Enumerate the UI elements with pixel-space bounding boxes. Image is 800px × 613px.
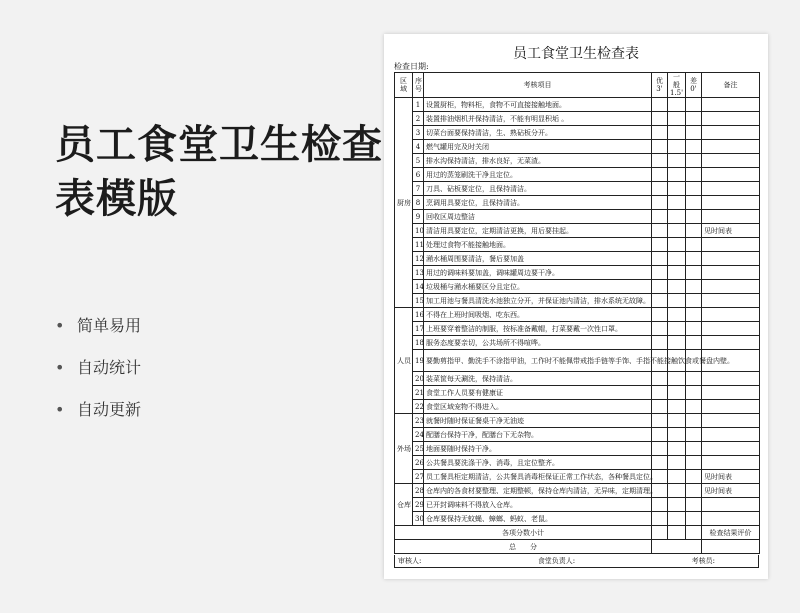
- score-cell[interactable]: [652, 336, 668, 350]
- remark-cell[interactable]: [702, 126, 760, 140]
- seq-cell: 30: [413, 512, 424, 526]
- score-cell[interactable]: [652, 280, 668, 294]
- table-row: [395, 498, 760, 512]
- table-row: [395, 126, 760, 140]
- table-row: [395, 98, 760, 112]
- total-score-cell[interactable]: [652, 540, 702, 554]
- item-cell: 食堂工作人员要有健康证: [424, 386, 652, 400]
- item-cell: 员工餐具柜定期清洁，公共餐具消毒柜保证正常工作状态，各种餐具定位。: [424, 470, 652, 484]
- item-cell: 垃圾桶与潲水桶要区分且定位。: [424, 280, 652, 294]
- remark-cell[interactable]: [702, 196, 760, 210]
- seq-cell: 24: [413, 428, 424, 442]
- remark-cell[interactable]: [702, 336, 760, 350]
- item-cell: 用过的调味料要加盖，调味罐周边要干净。: [424, 266, 652, 280]
- score-cell[interactable]: [686, 372, 702, 386]
- seq-cell: 15: [413, 294, 424, 308]
- score-cell[interactable]: [652, 512, 668, 526]
- score-cell[interactable]: [668, 442, 686, 456]
- item-cell: 排水沟保持清洁，排水良好，无菜渣。: [424, 154, 652, 168]
- table-row: [395, 386, 760, 400]
- score-cell[interactable]: [652, 526, 668, 540]
- header-area: 区域: [395, 73, 413, 98]
- score-cell[interactable]: [652, 154, 668, 168]
- table-row: [395, 428, 760, 442]
- remark-cell[interactable]: [702, 372, 760, 386]
- remark-cell[interactable]: 见时间表: [702, 484, 760, 498]
- score-cell[interactable]: [668, 168, 686, 182]
- table-row: [395, 168, 760, 182]
- remark-cell[interactable]: [702, 154, 760, 168]
- seq-cell: 16: [413, 308, 424, 322]
- score-cell[interactable]: [686, 322, 702, 336]
- remark-cell[interactable]: [702, 456, 760, 470]
- score-cell[interactable]: [668, 512, 686, 526]
- seq-cell: 26: [413, 456, 424, 470]
- score-cell[interactable]: [686, 266, 702, 280]
- item-cell: 烹调用具要定位，且保持清洁。: [424, 196, 652, 210]
- score-cell[interactable]: [668, 308, 686, 322]
- item-cell: 就餐时随时保证餐桌干净无油迹: [424, 414, 652, 428]
- item-cell: 燃气罐用完及时关闭: [424, 140, 652, 154]
- score-cell[interactable]: [686, 252, 702, 266]
- table-row: [395, 224, 760, 238]
- remark-cell[interactable]: [702, 252, 760, 266]
- reviewer-label: 审核人:: [398, 557, 422, 565]
- score-cell[interactable]: [652, 266, 668, 280]
- result-cell[interactable]: [702, 540, 760, 554]
- score-cell[interactable]: [668, 336, 686, 350]
- item-cell: 回收区周边整洁: [424, 210, 652, 224]
- remark-cell[interactable]: [702, 386, 760, 400]
- promo-title: 员工食堂卫生检查表模版: [55, 122, 383, 222]
- score-cell[interactable]: [668, 112, 686, 126]
- score-cell[interactable]: [652, 112, 668, 126]
- feature-item: • 自动更新: [55, 396, 141, 438]
- item-cell: 地面要随时保持干净。: [424, 442, 652, 456]
- score-cell[interactable]: [686, 182, 702, 196]
- remark-cell[interactable]: [702, 414, 760, 428]
- score-cell[interactable]: [668, 470, 686, 484]
- feature-item: • 自动统计: [55, 354, 141, 396]
- seq-cell: 11: [413, 238, 424, 252]
- remark-cell[interactable]: [702, 512, 760, 526]
- score-cell[interactable]: [652, 210, 668, 224]
- score-cell[interactable]: [652, 98, 668, 112]
- seq-cell: 12: [413, 252, 424, 266]
- score-cell[interactable]: [668, 414, 686, 428]
- score-cell[interactable]: [686, 210, 702, 224]
- seq-cell: 27: [413, 470, 424, 484]
- score-cell[interactable]: [668, 498, 686, 512]
- score-cell[interactable]: [652, 182, 668, 196]
- item-cell: 加工用池与餐具清洗水池独立分开，并保证池内清洁，排水系统无故障。: [424, 294, 652, 308]
- table-row: [395, 400, 760, 414]
- score-cell[interactable]: [686, 512, 702, 526]
- seq-cell: 4: [413, 140, 424, 154]
- score-cell[interactable]: [686, 428, 702, 442]
- remark-cell[interactable]: [702, 182, 760, 196]
- score-cell[interactable]: [686, 168, 702, 182]
- score-cell[interactable]: [652, 386, 668, 400]
- score-cell[interactable]: [686, 414, 702, 428]
- item-cell: 处理过食物不能接触地面。: [424, 238, 652, 252]
- score-cell[interactable]: [686, 484, 702, 498]
- seq-cell: 13: [413, 266, 424, 280]
- score-cell[interactable]: [686, 140, 702, 154]
- score-cell[interactable]: [652, 126, 668, 140]
- score-cell[interactable]: [652, 400, 668, 414]
- item-cell: 仓库要保持无蚊蝇、蟑螂、蚂蚁、老鼠。: [424, 512, 652, 526]
- inspection-table: [394, 72, 760, 554]
- item-cell: 食堂区域宠物不得进入。: [424, 400, 652, 414]
- seq-cell: 5: [413, 154, 424, 168]
- score-cell[interactable]: [652, 168, 668, 182]
- score-cell[interactable]: [686, 526, 702, 540]
- score-cell[interactable]: [686, 470, 702, 484]
- score-cell[interactable]: [668, 294, 686, 308]
- total-label: 总 分: [395, 540, 652, 554]
- header-item: 考核项目: [424, 73, 652, 98]
- table-row: [395, 308, 760, 322]
- seq-cell: 2: [413, 112, 424, 126]
- score-cell[interactable]: [652, 372, 668, 386]
- score-cell[interactable]: [668, 154, 686, 168]
- score-cell[interactable]: [652, 414, 668, 428]
- item-cell: 装置排油烟机并保持清洁，不能有明显积垢 。: [424, 112, 652, 126]
- remark-cell[interactable]: [702, 442, 760, 456]
- table-row: [395, 512, 760, 526]
- remark-cell[interactable]: [702, 140, 760, 154]
- score-cell[interactable]: [686, 238, 702, 252]
- item-cell: 切菜台面要保持清洁，生、熟砧板分开。: [424, 126, 652, 140]
- score-cell[interactable]: [652, 238, 668, 252]
- seq-cell: 19: [413, 350, 424, 372]
- seq-cell: 20: [413, 372, 424, 386]
- table-row: [395, 266, 760, 280]
- item-cell: 设置厨柜，物料柜，食物不可直接接触地面。: [424, 98, 652, 112]
- score-cell[interactable]: [652, 322, 668, 336]
- document-sheet: [384, 34, 768, 579]
- score-cell[interactable]: [668, 484, 686, 498]
- score-cell[interactable]: [668, 372, 686, 386]
- item-cell: 已开封调味料不得放入仓库。: [424, 498, 652, 512]
- seq-cell: 17: [413, 322, 424, 336]
- result-label: 检查结果评价: [702, 526, 760, 540]
- area-cell: 外场: [395, 414, 413, 484]
- score-cell[interactable]: [668, 322, 686, 336]
- table-row: [395, 470, 760, 484]
- score-cell[interactable]: [652, 442, 668, 456]
- item-cell: 刀具、砧板要定位，且保持清洁。: [424, 182, 652, 196]
- score-cell[interactable]: [668, 196, 686, 210]
- area-cell: 仓库: [395, 484, 413, 526]
- feature-list: [55, 312, 141, 438]
- item-cell: 用过的蒸笼刷洗干净且定位。: [424, 168, 652, 182]
- remark-cell[interactable]: [702, 498, 760, 512]
- score-cell[interactable]: [652, 498, 668, 512]
- header-good: 一般1.5': [668, 73, 686, 98]
- subtotal-label: 各项分数小计: [395, 526, 652, 540]
- score-cell[interactable]: [652, 224, 668, 238]
- score-cell[interactable]: [668, 266, 686, 280]
- seq-cell: 7: [413, 182, 424, 196]
- table-row: [395, 442, 760, 456]
- header-poor: 差0': [686, 73, 702, 98]
- score-cell[interactable]: [686, 196, 702, 210]
- score-cell[interactable]: [668, 456, 686, 470]
- remark-cell[interactable]: 见时间表: [702, 470, 760, 484]
- table-row: [395, 322, 760, 336]
- score-cell[interactable]: [686, 294, 702, 308]
- score-cell[interactable]: [668, 210, 686, 224]
- score-cell[interactable]: [686, 308, 702, 322]
- score-cell[interactable]: [652, 428, 668, 442]
- item-cell: 仓库内的各食材要整理、定期整顿，保持仓库内清洁，无异味，定期清理。: [424, 484, 652, 498]
- table-row: [395, 252, 760, 266]
- remark-cell[interactable]: [702, 308, 760, 322]
- remark-cell[interactable]: [702, 294, 760, 308]
- table-row: [395, 280, 760, 294]
- table-row: [395, 140, 760, 154]
- header-seq: 序号: [413, 73, 424, 98]
- seq-cell: 21: [413, 386, 424, 400]
- table-row: [395, 456, 760, 470]
- feature-item: • 简单易用: [55, 312, 141, 354]
- score-cell[interactable]: [686, 154, 702, 168]
- table-row: [395, 414, 760, 428]
- score-cell[interactable]: [652, 140, 668, 154]
- score-cell[interactable]: [668, 126, 686, 140]
- score-cell[interactable]: [668, 238, 686, 252]
- item-cell: 潲水桶周围要清洁，餐后要加盖: [424, 252, 652, 266]
- table-row: [395, 196, 760, 210]
- remark-cell[interactable]: 见时间表: [702, 224, 760, 238]
- seq-cell: 14: [413, 280, 424, 294]
- manager-label: 食堂负责人:: [537, 557, 576, 565]
- table-row: [395, 350, 760, 372]
- header-remark: 备注: [702, 73, 760, 98]
- table-row: [395, 484, 760, 498]
- seq-cell: 25: [413, 442, 424, 456]
- item-cell: 不得在上班时间吸烟、吃东西。: [424, 308, 652, 322]
- table-row: [395, 294, 760, 308]
- score-cell[interactable]: [686, 498, 702, 512]
- score-cell[interactable]: [668, 182, 686, 196]
- seq-cell: 28: [413, 484, 424, 498]
- item-cell: 服务态度要亲切，公共场所不得喧哗。: [424, 336, 652, 350]
- item-cell: 清洁用具要定位，定期清洁更换，用后要挂起。: [424, 224, 652, 238]
- score-cell[interactable]: [686, 442, 702, 456]
- subtotal-row: [395, 526, 760, 540]
- score-cell[interactable]: [652, 308, 668, 322]
- table-body: [395, 98, 760, 526]
- sheet-title: 员工食堂卫生检查表: [513, 46, 639, 62]
- score-cell[interactable]: [668, 280, 686, 294]
- score-cell[interactable]: [668, 224, 686, 238]
- remark-cell[interactable]: [702, 210, 760, 224]
- table-row: [395, 112, 760, 126]
- total-row: [395, 540, 760, 554]
- seq-cell: 8: [413, 196, 424, 210]
- table-row: [395, 372, 760, 386]
- signature-row: [394, 555, 759, 568]
- score-cell[interactable]: [668, 526, 686, 540]
- header-excellent: 优3': [652, 73, 668, 98]
- remark-cell[interactable]: [702, 98, 760, 112]
- score-cell[interactable]: [652, 294, 668, 308]
- seq-cell: 9: [413, 210, 424, 224]
- score-cell[interactable]: [686, 400, 702, 414]
- table-row: [395, 154, 760, 168]
- seq-cell: 10: [413, 224, 424, 238]
- table-row: [395, 182, 760, 196]
- score-cell[interactable]: [652, 456, 668, 470]
- seq-cell: 3: [413, 126, 424, 140]
- score-cell[interactable]: [668, 400, 686, 414]
- seq-cell: 22: [413, 400, 424, 414]
- score-cell[interactable]: [652, 196, 668, 210]
- score-cell[interactable]: [686, 224, 702, 238]
- item-cell: 公共餐具要洗涤干净、消毒，且定位整齐。: [424, 456, 652, 470]
- table-row: [395, 336, 760, 350]
- table-header-row: [395, 73, 760, 98]
- item-cell: 配膳台保持干净，配膳台下无杂物。: [424, 428, 652, 442]
- score-cell[interactable]: [668, 386, 686, 400]
- score-cell[interactable]: [668, 140, 686, 154]
- remark-cell[interactable]: [702, 280, 760, 294]
- item-cell: 装菜筐每天涮洗，保持清洁。: [424, 372, 652, 386]
- seq-cell: 18: [413, 336, 424, 350]
- score-cell[interactable]: [652, 252, 668, 266]
- table-row: [395, 210, 760, 224]
- remark-cell[interactable]: [702, 400, 760, 414]
- area-cell: 厨房: [395, 98, 413, 308]
- score-cell[interactable]: [686, 336, 702, 350]
- remark-cell[interactable]: [702, 266, 760, 280]
- score-cell[interactable]: [686, 126, 702, 140]
- item-cell: 上班要穿着整洁的制服，按标准备戴帽，打菜要戴一次性口罩。: [424, 322, 652, 336]
- seq-cell: 6: [413, 168, 424, 182]
- score-cell[interactable]: [686, 456, 702, 470]
- item-cell: 要勤剪指甲、勤洗手不涂指甲油，工作时不能佩带戒指手链等手饰、手指不能接触饮食或餐盘内壁。: [424, 350, 652, 372]
- remark-cell[interactable]: [702, 112, 760, 126]
- seq-cell: 23: [413, 414, 424, 428]
- remark-cell[interactable]: [702, 238, 760, 252]
- table-row: [395, 238, 760, 252]
- score-cell[interactable]: [686, 386, 702, 400]
- seq-cell: 29: [413, 498, 424, 512]
- area-cell: 人员: [395, 308, 413, 414]
- remark-cell[interactable]: [702, 168, 760, 182]
- remark-cell[interactable]: [702, 428, 760, 442]
- score-cell[interactable]: [668, 428, 686, 442]
- date-label: 检查日期:: [394, 62, 429, 71]
- score-cell[interactable]: [686, 98, 702, 112]
- remark-cell[interactable]: [702, 322, 760, 336]
- inspector-label: 考核员:: [691, 557, 715, 565]
- score-cell[interactable]: [686, 280, 702, 294]
- score-cell[interactable]: [686, 112, 702, 126]
- seq-cell: 1: [413, 98, 424, 112]
- score-cell[interactable]: [668, 98, 686, 112]
- score-cell[interactable]: [668, 252, 686, 266]
